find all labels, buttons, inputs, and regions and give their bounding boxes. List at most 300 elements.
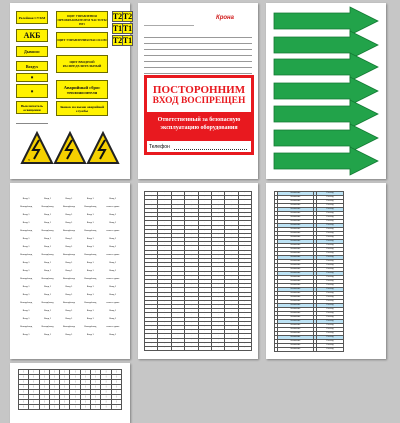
table-cell: Название bbox=[278, 340, 313, 344]
sign-battery bbox=[16, 29, 48, 42]
table-cell: Вход 1 bbox=[58, 236, 79, 244]
table-cell: · bbox=[185, 296, 198, 300]
table-cell: · bbox=[238, 208, 251, 212]
sign-battery-text: АКБ bbox=[23, 31, 41, 40]
table-cell: · bbox=[238, 271, 251, 275]
arrow-1-icon bbox=[274, 7, 378, 35]
table-cell: · bbox=[198, 225, 211, 229]
table-cell: | bbox=[70, 375, 80, 380]
tcode-4 bbox=[122, 23, 133, 34]
table-cell: Вход 1 bbox=[80, 260, 101, 268]
table-cell: | bbox=[60, 380, 70, 385]
table-cell: · bbox=[185, 326, 198, 330]
tcode-6 bbox=[122, 35, 133, 46]
table-cell: Выход/вход bbox=[80, 252, 101, 260]
table-cell: | bbox=[39, 395, 49, 400]
table-cell: · bbox=[145, 326, 158, 330]
table-cell: · bbox=[171, 204, 184, 208]
table-cell: · bbox=[198, 317, 211, 321]
table-cell: · bbox=[158, 267, 171, 271]
table-cell: | bbox=[60, 405, 70, 410]
page2-header-text bbox=[144, 13, 194, 26]
table-cell: · bbox=[145, 200, 158, 204]
table-cell: · bbox=[225, 275, 238, 279]
sign-smoke-exhaust-text: Дымосос bbox=[23, 49, 41, 54]
table-cell: Вход 1 bbox=[16, 332, 37, 340]
table-cell: | bbox=[19, 395, 29, 400]
logo-text: Крона bbox=[216, 15, 234, 21]
table-cell: · bbox=[238, 292, 251, 296]
table-cell: | bbox=[101, 405, 111, 410]
table-cell: · bbox=[238, 296, 251, 300]
table-cell: Вход 1 bbox=[16, 308, 37, 316]
table-cell: · bbox=[171, 263, 184, 267]
page-4[interactable] bbox=[10, 183, 130, 359]
table-cell: | bbox=[80, 370, 90, 375]
table-cell: · bbox=[145, 259, 158, 263]
table-cell: · bbox=[185, 300, 198, 304]
danger-subtitle bbox=[147, 116, 251, 132]
table-cell: · bbox=[225, 346, 238, 350]
table-cell: · bbox=[225, 246, 238, 250]
table-cell: · bbox=[238, 288, 251, 292]
table-cell: · bbox=[238, 346, 251, 350]
table-cell: · bbox=[211, 334, 224, 338]
table-cell: Вход 1 bbox=[16, 196, 37, 204]
table-row bbox=[16, 308, 125, 316]
table-cell: · bbox=[198, 267, 211, 271]
table-cell: · bbox=[145, 279, 158, 283]
table-cell: · bbox=[185, 196, 198, 200]
danger-phone-box bbox=[147, 141, 251, 152]
table-cell: Вход 1 bbox=[37, 244, 58, 252]
table-cell: Название bbox=[278, 240, 313, 244]
table-cell: Название bbox=[278, 256, 313, 260]
table-cell: Расход bbox=[316, 260, 343, 264]
table-cell: Расход bbox=[316, 204, 343, 208]
table-cell: · bbox=[158, 192, 171, 196]
table-cell: Вход 1 bbox=[101, 284, 125, 292]
table-cell: · bbox=[225, 250, 238, 254]
sign-emergency-release bbox=[56, 80, 108, 99]
table-cell: · bbox=[198, 342, 211, 346]
table-cell: · bbox=[198, 284, 211, 288]
table-cell: Вход 1 bbox=[16, 236, 37, 244]
table-cell: · bbox=[198, 288, 211, 292]
table-cell: · bbox=[198, 300, 211, 304]
table-cell: | bbox=[70, 400, 80, 405]
table-cell: Расход bbox=[316, 192, 343, 196]
table-cell: · bbox=[158, 204, 171, 208]
table-cell: · bbox=[225, 229, 238, 233]
table-cell: | bbox=[80, 400, 90, 405]
table-cell: · bbox=[225, 326, 238, 330]
table-cell: Расход bbox=[316, 296, 343, 300]
table-cell: Название bbox=[278, 304, 313, 308]
table-cell: · bbox=[198, 250, 211, 254]
table-cell: · bbox=[171, 309, 184, 313]
table-cell: · bbox=[171, 296, 184, 300]
table-cell: | bbox=[91, 385, 101, 390]
table-cell: Вход 1 bbox=[80, 196, 101, 204]
table-cell: Выход/вход bbox=[80, 228, 101, 236]
table-cell: · bbox=[158, 284, 171, 288]
table-cell: · bbox=[211, 309, 224, 313]
table-cell: Расход bbox=[316, 264, 343, 268]
table-cell: · bbox=[145, 271, 158, 275]
table-cell: · bbox=[198, 200, 211, 204]
table-cell: Название bbox=[278, 228, 313, 232]
table-cell: · bbox=[225, 254, 238, 258]
rotated-table bbox=[18, 369, 122, 410]
table-cell: | bbox=[111, 400, 121, 405]
table-cell: · bbox=[211, 271, 224, 275]
table-cell: | bbox=[111, 395, 121, 400]
table-cell: · bbox=[185, 200, 198, 204]
table-cell: · bbox=[225, 192, 238, 196]
table-cell: · bbox=[211, 212, 224, 216]
table-cell: Расход bbox=[316, 320, 343, 324]
table-cell: · bbox=[158, 208, 171, 212]
table-cell: · bbox=[198, 279, 211, 283]
table-cell: Вход 1 bbox=[58, 212, 79, 220]
sign-relay-text: Релейная СУКМ bbox=[18, 15, 46, 20]
table-cell: · bbox=[145, 284, 158, 288]
table-cell: · bbox=[145, 313, 158, 317]
page-1[interactable] bbox=[10, 3, 133, 179]
table-cell: | bbox=[70, 370, 80, 375]
table-cell: · bbox=[145, 338, 158, 342]
table-cell: · bbox=[211, 342, 224, 346]
table-cell: Выход/вход bbox=[80, 300, 101, 308]
table-cell: Выход/вход bbox=[80, 324, 101, 332]
danger-title-2: ВХОД ВОСПРЕЩЕН bbox=[152, 95, 246, 106]
table-cell: · bbox=[238, 200, 251, 204]
table-cell: Расход bbox=[316, 280, 343, 284]
table-cell: · bbox=[158, 300, 171, 304]
table-cell: | bbox=[60, 385, 70, 390]
table-cell: · bbox=[238, 321, 251, 325]
table-cell: · bbox=[211, 317, 224, 321]
table-cell: · bbox=[211, 284, 224, 288]
page-7[interactable] bbox=[10, 363, 130, 423]
table-cell: · bbox=[171, 200, 184, 204]
table-cell: · bbox=[171, 221, 184, 225]
table-cell: Расход bbox=[316, 312, 343, 316]
table-cell: · bbox=[185, 338, 198, 342]
table-cell: · bbox=[211, 192, 224, 196]
table-cell: · bbox=[211, 254, 224, 258]
table-cell: · bbox=[185, 275, 198, 279]
table-cell: · bbox=[211, 296, 224, 300]
table-cell: | bbox=[60, 370, 70, 375]
table-cell: · bbox=[225, 263, 238, 267]
table-cell: · bbox=[171, 326, 184, 330]
page-6[interactable] bbox=[266, 183, 386, 359]
sign-relay bbox=[16, 11, 48, 24]
table-cell: · bbox=[238, 221, 251, 225]
table-cell: · bbox=[145, 217, 158, 221]
table-cell: · bbox=[145, 225, 158, 229]
table-cell: · bbox=[145, 305, 158, 309]
table-cell: · bbox=[238, 305, 251, 309]
table-cell: Выход/вход bbox=[37, 300, 58, 308]
table-cell: | bbox=[101, 375, 111, 380]
table-cell: · bbox=[185, 212, 198, 216]
table-cell: Вход 1 bbox=[58, 316, 79, 324]
table-row bbox=[16, 284, 125, 292]
labels-table bbox=[15, 195, 125, 340]
table-cell: · bbox=[238, 192, 251, 196]
table-cell: · bbox=[185, 233, 198, 237]
arrow-6-icon bbox=[274, 124, 378, 152]
table-cell: Расход bbox=[316, 212, 343, 216]
table-cell: · bbox=[158, 296, 171, 300]
table-cell: · bbox=[185, 267, 198, 271]
page-3[interactable] bbox=[266, 3, 386, 179]
table-cell: Название bbox=[278, 292, 313, 296]
table-cell: · bbox=[211, 233, 224, 237]
sign-air-text: Воздух bbox=[25, 63, 39, 69]
tcode-1-text: T2 bbox=[112, 12, 123, 21]
table-cell: Название bbox=[278, 284, 313, 288]
table-cell: · bbox=[171, 317, 184, 321]
page-2[interactable] bbox=[138, 3, 258, 179]
table-cell: · bbox=[211, 263, 224, 267]
table-cell: · bbox=[198, 254, 211, 258]
table-cell: · bbox=[145, 254, 158, 258]
table-cell: Название bbox=[278, 236, 313, 240]
table-cell: · bbox=[145, 300, 158, 304]
numeric-grid bbox=[144, 191, 252, 351]
table-cell: Вход 1 bbox=[80, 308, 101, 316]
table-cell: · bbox=[185, 204, 198, 208]
table-cell: · bbox=[145, 330, 158, 334]
table-row bbox=[19, 405, 122, 410]
arrow-5-icon bbox=[274, 100, 378, 128]
table-cell: · bbox=[238, 259, 251, 263]
table-cell: | bbox=[91, 395, 101, 400]
table-cell: · bbox=[211, 246, 224, 250]
table-cell: · bbox=[171, 208, 184, 212]
table-cell: Расход bbox=[316, 324, 343, 328]
table-cell: · bbox=[225, 267, 238, 271]
table-cell: | bbox=[60, 375, 70, 380]
table-cell: | bbox=[39, 385, 49, 390]
table-cell: | bbox=[70, 395, 80, 400]
table-cell: · bbox=[198, 192, 211, 196]
table-cell: | bbox=[91, 400, 101, 405]
table-cell: | bbox=[111, 385, 121, 390]
table-cell: · bbox=[158, 259, 171, 263]
table-cell: Название bbox=[278, 324, 313, 328]
table-cell: · bbox=[171, 233, 184, 237]
table-cell: · bbox=[198, 242, 211, 246]
table-cell: Расход bbox=[316, 228, 343, 232]
table-cell: точка в доме bbox=[101, 276, 125, 284]
table-cell: Вход 1 bbox=[58, 284, 79, 292]
table-cell: Расход bbox=[316, 276, 343, 280]
table-cell: · bbox=[198, 263, 211, 267]
table-cell: · bbox=[198, 233, 211, 237]
table-cell: · bbox=[145, 212, 158, 216]
table-cell: · bbox=[158, 330, 171, 334]
table-cell: | bbox=[19, 375, 29, 380]
table-cell: Вход 1 bbox=[16, 244, 37, 252]
table-cell: Вход 1 bbox=[16, 268, 37, 276]
table-row bbox=[16, 236, 125, 244]
table-cell: | bbox=[29, 375, 39, 380]
table-cell: | bbox=[49, 375, 59, 380]
table-cell: Расход bbox=[316, 236, 343, 240]
table-cell: | bbox=[80, 395, 90, 400]
table-cell: Выход/вход bbox=[37, 276, 58, 284]
table-cell: Выход/вход bbox=[37, 324, 58, 332]
table-cell: · bbox=[185, 288, 198, 292]
table-cell: Название bbox=[278, 224, 313, 228]
page-5[interactable] bbox=[138, 183, 258, 359]
table-cell: · bbox=[211, 313, 224, 317]
table-cell: · bbox=[225, 305, 238, 309]
table-cell: Вход 1 bbox=[101, 244, 125, 252]
table-cell: · bbox=[238, 225, 251, 229]
sign-emergency-release-text: Аварийный сброс теплоносителя bbox=[63, 84, 101, 95]
table-cell: | bbox=[19, 385, 29, 390]
table-cell: · bbox=[198, 246, 211, 250]
table-cell: · bbox=[145, 204, 158, 208]
table-cell: · bbox=[171, 254, 184, 258]
table-cell: Название bbox=[278, 216, 313, 220]
table-cell: · bbox=[238, 300, 251, 304]
table-cell: | bbox=[29, 370, 39, 375]
table-cell: Расход bbox=[316, 328, 343, 332]
table-cell: · bbox=[158, 200, 171, 204]
sign-small-1 bbox=[16, 73, 48, 82]
table-cell: · bbox=[211, 279, 224, 283]
table-cell: точка в доме bbox=[101, 228, 125, 236]
table-cell: · bbox=[145, 321, 158, 325]
sign-input-panel-text: ЩИТ ВВОДНОЙ РАСПРЕДЕЛИТЕЛЬНЫЙ bbox=[62, 60, 102, 68]
table-cell: · bbox=[198, 321, 211, 325]
table-cell: · bbox=[185, 305, 198, 309]
table-cell: · bbox=[145, 288, 158, 292]
table-cell: · bbox=[225, 204, 238, 208]
table-cell: Название bbox=[278, 196, 313, 200]
sign-small-2-icon: ▣ bbox=[30, 89, 34, 93]
table-row bbox=[16, 252, 125, 260]
table-cell: | bbox=[70, 385, 80, 390]
table-cell: · bbox=[145, 317, 158, 321]
table-cell: | bbox=[111, 370, 121, 375]
table-cell: · bbox=[185, 271, 198, 275]
table-cell: Вход 1 bbox=[101, 292, 125, 300]
table-cell: | bbox=[39, 375, 49, 380]
table-cell: | bbox=[39, 370, 49, 375]
table-cell: · bbox=[185, 208, 198, 212]
sign-input-panel bbox=[56, 55, 108, 73]
tcode-5-text: T2 bbox=[112, 36, 123, 45]
table-cell: Вход 1 bbox=[101, 260, 125, 268]
table-cell: · bbox=[158, 313, 171, 317]
table-cell: · bbox=[238, 275, 251, 279]
table-cell: Расход bbox=[316, 268, 343, 272]
table-cell: Выход/вход bbox=[58, 204, 79, 212]
table-cell: · bbox=[158, 225, 171, 229]
table-cell: Вход 1 bbox=[80, 212, 101, 220]
table-cell: Вход 1 bbox=[37, 292, 58, 300]
table-cell: | bbox=[111, 375, 121, 380]
table-cell: · bbox=[211, 305, 224, 309]
table-cell: · bbox=[211, 229, 224, 233]
sign-converter-panel bbox=[56, 11, 108, 28]
table-cell: · bbox=[225, 330, 238, 334]
table-cell: · bbox=[198, 305, 211, 309]
table-cell: | bbox=[60, 400, 70, 405]
table-cell: · bbox=[145, 246, 158, 250]
table-cell: · bbox=[158, 321, 171, 325]
table-cell: | bbox=[101, 380, 111, 385]
high-voltage-icon-3 bbox=[88, 133, 118, 163]
sign-smoke-exhaust bbox=[16, 46, 48, 57]
table-cell: | bbox=[101, 400, 111, 405]
sign-pump-panel-text: ЩИТ УПРАВЛЕНИЯ НАСОСОМ bbox=[57, 38, 107, 42]
table-cell: · bbox=[211, 321, 224, 325]
table-cell: · bbox=[158, 342, 171, 346]
table-cell: Название bbox=[278, 300, 313, 304]
table-cell: · bbox=[171, 342, 184, 346]
table-row bbox=[16, 260, 125, 268]
arrows-sheet bbox=[266, 3, 386, 179]
danger-sign bbox=[144, 75, 254, 155]
table-cell: Вход 1 bbox=[16, 260, 37, 268]
table-cell: · bbox=[185, 279, 198, 283]
table-cell: · bbox=[185, 330, 198, 334]
table-cell: Вход 1 bbox=[80, 284, 101, 292]
table-cell: · bbox=[238, 212, 251, 216]
table-cell: | bbox=[80, 405, 90, 410]
table-cell: Название bbox=[278, 244, 313, 248]
sign-converter-panel-text: ЩИТ УПРАВЛЕНИЯ ПРЕОБРАЗОВАТЕЛЕМ ЧАСТОТЫ НР1 bbox=[57, 13, 107, 26]
table-cell: · bbox=[171, 338, 184, 342]
danger-title-1: ПОСТОРОННИМ bbox=[152, 83, 246, 96]
table-cell: · bbox=[225, 271, 238, 275]
danger-sign-inner bbox=[147, 78, 251, 112]
table-row bbox=[16, 324, 125, 332]
table-cell: · bbox=[185, 317, 198, 321]
table-cell: · bbox=[211, 326, 224, 330]
table-cell: · bbox=[158, 288, 171, 292]
table-cell: · bbox=[198, 330, 211, 334]
sign-small-2 bbox=[16, 84, 48, 98]
table-cell: · bbox=[171, 196, 184, 200]
table-cell: Вход 1 bbox=[101, 268, 125, 276]
table-cell: · bbox=[225, 196, 238, 200]
table-cell: Название bbox=[278, 208, 313, 212]
table-cell: Вход 1 bbox=[37, 220, 58, 228]
table-cell: Название bbox=[278, 348, 313, 352]
table-cell: Название bbox=[278, 288, 313, 292]
table-cell: | bbox=[39, 400, 49, 405]
table-cell: · bbox=[185, 342, 198, 346]
table-cell: · bbox=[211, 346, 224, 350]
table-cell: Вход 1 bbox=[37, 268, 58, 276]
table-cell: Расход bbox=[316, 244, 343, 248]
table-cell: Вход 1 bbox=[80, 316, 101, 324]
table-cell: | bbox=[70, 405, 80, 410]
table-cell: · bbox=[225, 284, 238, 288]
table-cell: Вход 1 bbox=[80, 332, 101, 340]
table-cell: · bbox=[198, 212, 211, 216]
